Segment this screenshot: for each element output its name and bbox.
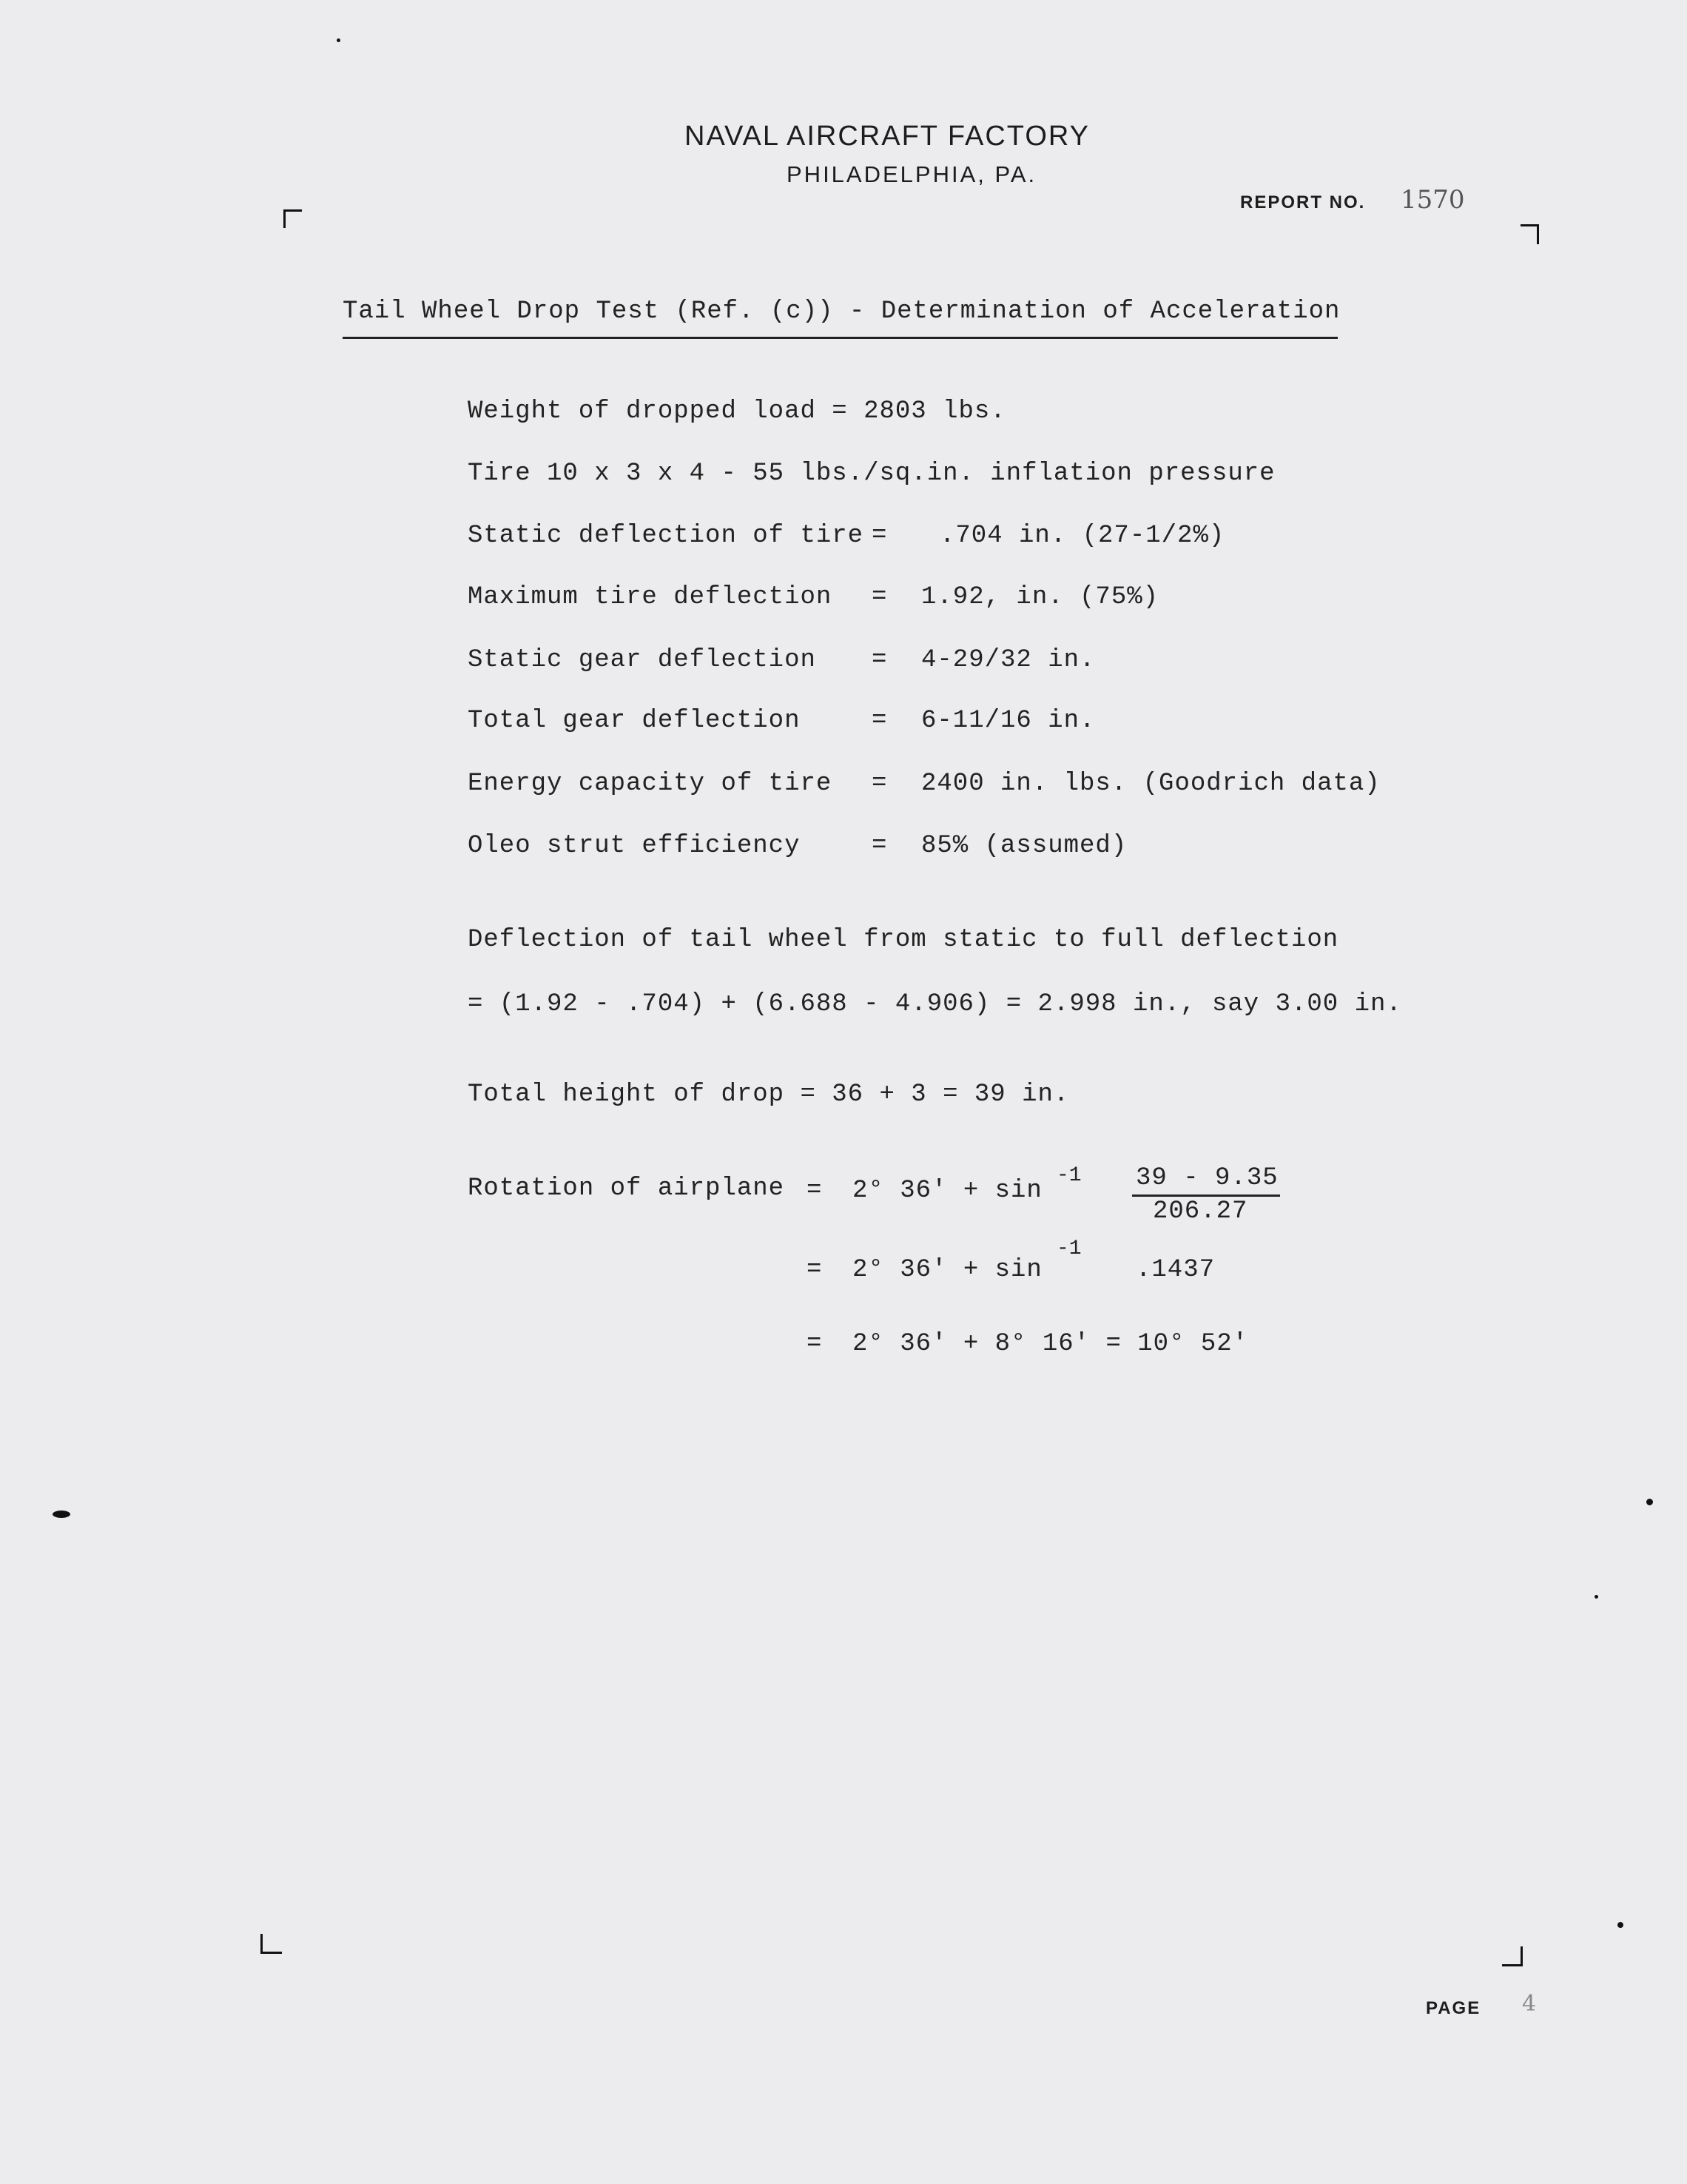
scan-speck bbox=[1617, 1922, 1623, 1928]
energy-capacity-label: Energy capacity of tire bbox=[468, 770, 832, 798]
equals-sign: = bbox=[872, 522, 888, 550]
rotation-line3: 2° 36' + 8° 16' = 10° 52' bbox=[852, 1330, 1249, 1358]
equals-sign: = bbox=[872, 646, 888, 674]
crop-mark-top-right bbox=[1521, 224, 1539, 244]
rotation-equals-3: = bbox=[807, 1330, 823, 1358]
energy-capacity-value: 2400 in. lbs. (Goodrich data) bbox=[921, 770, 1381, 798]
equals-sign: = bbox=[872, 583, 888, 611]
max-tire-deflection-value: 1.92, in. (75%) bbox=[921, 583, 1159, 611]
deflection-heading: Deflection of tail wheel from static to full deflection bbox=[468, 926, 1339, 954]
crop-mark-bottom-right bbox=[1502, 1946, 1523, 1966]
crop-mark-top-left bbox=[283, 209, 302, 228]
report-label: REPORT NO. bbox=[1240, 192, 1366, 212]
rotation-line2: 2° 36' + sin bbox=[852, 1256, 1043, 1284]
scan-speck bbox=[1595, 1595, 1598, 1599]
rotation-line1: 2° 36' + sin bbox=[852, 1177, 1043, 1205]
drop-height-line: Total height of drop = 36 + 3 = 39 in. bbox=[468, 1081, 1070, 1109]
report-number: 1570 bbox=[1401, 185, 1465, 215]
letterhead-org: NAVAL AIRCRAFT FACTORY bbox=[684, 121, 1090, 152]
page-label: PAGE bbox=[1426, 1998, 1481, 2018]
rotation-label: Rotation of airplane bbox=[468, 1175, 785, 1203]
static-gear-deflection-label: Static gear deflection bbox=[468, 646, 816, 674]
tire-line: Tire 10 x 3 x 4 - 55 lbs./sq.in. inflation pressure bbox=[468, 460, 1276, 488]
equals-sign: = bbox=[872, 832, 888, 860]
rotation-line2-value: .1437 bbox=[1136, 1256, 1216, 1284]
scan-speck bbox=[1646, 1499, 1653, 1505]
equals-sign: = bbox=[872, 707, 888, 735]
deflection-calculation: = (1.92 - .704) + (6.688 - 4.906) = 2.998 in., say 3.00 in. bbox=[468, 990, 1402, 1018]
static-gear-deflection-value: 4-29/32 in. bbox=[921, 646, 1096, 674]
oleo-efficiency-value: 85% (assumed) bbox=[921, 832, 1128, 860]
weight-line: Weight of dropped load = 2803 lbs. bbox=[468, 397, 1006, 426]
static-tire-deflection-value: .704 in. (27-1/2%) bbox=[940, 522, 1225, 550]
oleo-efficiency-label: Oleo strut efficiency bbox=[468, 832, 801, 860]
scan-speck bbox=[53, 1511, 70, 1518]
arcsin-superscript-1: -1 bbox=[1057, 1164, 1082, 1187]
arcsin-superscript-2: -1 bbox=[1057, 1237, 1082, 1260]
crop-mark-bottom-left bbox=[260, 1934, 282, 1954]
max-tire-deflection-label: Maximum tire deflection bbox=[468, 583, 832, 611]
static-tire-deflection-label: Static deflection of tire bbox=[468, 522, 864, 550]
total-gear-deflection-label: Total gear deflection bbox=[468, 707, 801, 735]
title-underline bbox=[343, 337, 1338, 339]
letterhead-city: PHILADELPHIA, PA. bbox=[787, 161, 1037, 187]
equals-sign: = bbox=[872, 770, 888, 798]
total-gear-deflection-value: 6-11/16 in. bbox=[921, 707, 1096, 735]
rotation-equals-2: = bbox=[807, 1256, 823, 1284]
section-title: Tail Wheel Drop Test (Ref. (c)) - Determination of Acceleration bbox=[343, 298, 1341, 326]
scan-speck bbox=[337, 38, 340, 42]
fraction-denominator: 206.27 bbox=[1153, 1197, 1248, 1226]
rotation-equals-1: = bbox=[807, 1177, 823, 1205]
page-number: 4 bbox=[1522, 1991, 1537, 2017]
fraction-numerator: 39 - 9.35 bbox=[1136, 1164, 1279, 1192]
fraction-bar bbox=[1132, 1195, 1280, 1197]
